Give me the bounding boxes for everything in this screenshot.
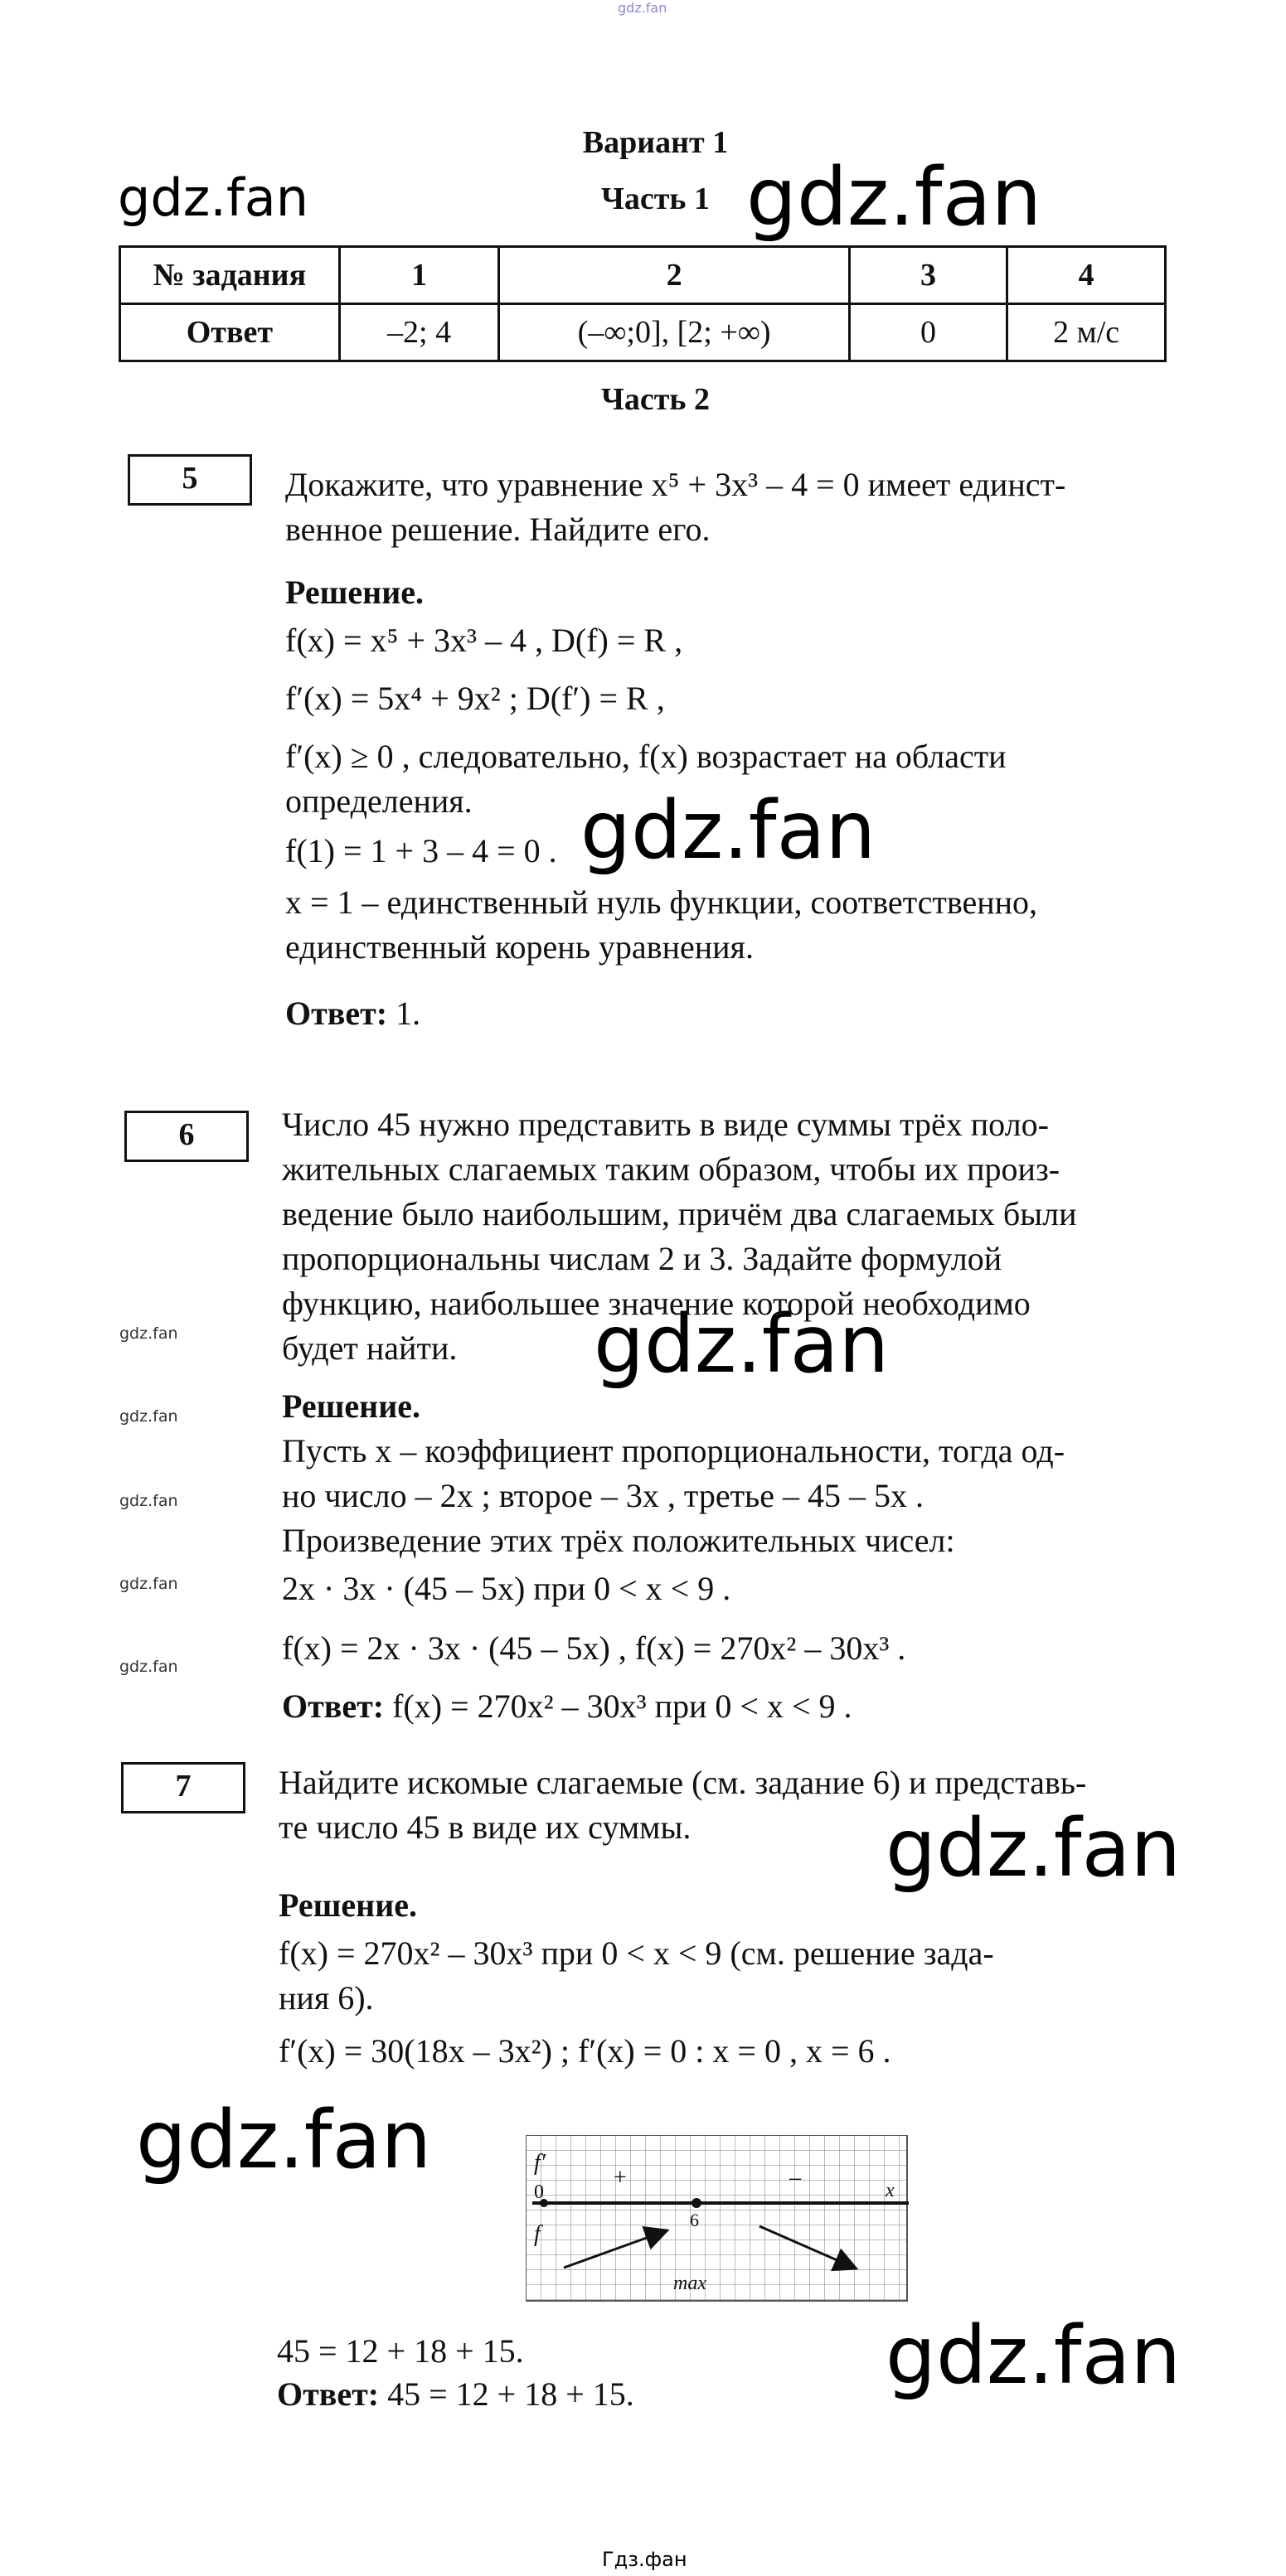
- task7-section: [279, 1760, 1086, 2074]
- answer-value: 45 = 12 + 18 + 15.: [379, 2375, 634, 2413]
- solution-line: x = 1 – единственный нуль функции, соответственно,: [285, 884, 1038, 921]
- x-label: x: [886, 2180, 895, 2201]
- task7-statement-line: Найдите искомые слагаемые (см. задание 6) и представь-: [279, 1764, 1087, 1801]
- solution-line: f′(x) ≥ 0 , следовательно, f(x) возрастает на области: [285, 738, 1007, 775]
- answers-table: [119, 245, 1167, 362]
- answer-label: Ответ:: [285, 995, 388, 1032]
- task5-statement-line: Докажите, что уравнение x⁵ + 3x³ – 4 = 0 имеет единст-: [285, 466, 1066, 503]
- answer-line: [277, 2372, 634, 2417]
- watermark: gdz.fan: [580, 784, 876, 877]
- answer-label: Ответ:: [282, 1687, 385, 1725]
- task-number-box: 6: [124, 1111, 249, 1162]
- watermark: gdz.fan: [118, 167, 309, 228]
- solution-line: ния 6).: [279, 1979, 374, 2017]
- table-cell: 1: [339, 247, 499, 304]
- watermark-small: gdz.fan: [119, 1324, 178, 1343]
- solution-line: определения.: [285, 782, 473, 820]
- plus-sign: +: [614, 2165, 627, 2191]
- table-cell: 4: [1007, 247, 1166, 304]
- table-cell: 2 м/с: [1007, 304, 1166, 361]
- task6-statement-line: пропорциональны числам 2 и 3. Задайте формулой: [282, 1240, 1002, 1277]
- answer-value: 1.: [387, 995, 421, 1032]
- max-label: max: [673, 2273, 706, 2294]
- sign-diagram: [526, 2135, 915, 2304]
- answer-value: f(x) = 270x² – 30x³ при 0 < x < 9 .: [384, 1687, 852, 1725]
- task5-statement-line: венное решение. Найдите его.: [285, 511, 711, 548]
- solution-line: f′(x) = 5x⁴ + 9x² ; D(f′) = R ,: [285, 680, 665, 717]
- solution-label: Решение.: [282, 1387, 421, 1425]
- table-header-row: [120, 247, 1166, 304]
- watermark-small: gdz.fan: [119, 1492, 178, 1510]
- watermark-footer: Гдз.фан: [602, 2548, 687, 2571]
- task7-statement-line: те число 45 в виде их суммы.: [279, 1809, 692, 1846]
- minus-sign: –: [789, 2165, 801, 2191]
- solution-line: 2x · 3x · (45 – 5x) при 0 < x < 9 .: [282, 1570, 731, 1607]
- table-cell: (–∞;0], [2; +∞): [499, 304, 849, 361]
- task6-statement-line: функцию, наибольшее значение которой необходимо: [282, 1285, 1031, 1322]
- part1-title: Часть 1: [600, 182, 710, 216]
- part2-title: Часть 2: [600, 382, 710, 417]
- six-label: 6: [690, 2210, 699, 2230]
- solution-line: Пусть x – коэффициент пропорциональности, тогда од-: [282, 1432, 1065, 1470]
- watermark: gdz.fan: [746, 151, 1042, 244]
- watermark-small: gdz.fan: [119, 1575, 178, 1593]
- watermark: gdz.fan: [594, 1298, 890, 1391]
- task-number-box: 5: [128, 454, 252, 506]
- sum-line: 45 = 12 + 18 + 15.: [277, 2332, 524, 2370]
- zero-label: 0: [534, 2181, 544, 2203]
- task6-statement-line: будет найти.: [282, 1329, 458, 1367]
- solution-line: f(x) = 2x · 3x · (45 – 5x) , f(x) = 270x² – 30x³ .: [282, 1629, 906, 1667]
- answer-line: [282, 1684, 1076, 1729]
- watermark: gdz.fan: [886, 1802, 1182, 1895]
- task6-statement-line: жительных слагаемых таким образом, чтобы их произ-: [282, 1150, 1060, 1188]
- solution-line: единственный корень уравнения.: [285, 928, 754, 966]
- variant-title: Вариант 1: [582, 125, 729, 160]
- f-prime-label: f′: [534, 2150, 546, 2176]
- table-cell: 3: [849, 247, 1007, 304]
- watermark: gdz.fan: [136, 2094, 432, 2186]
- table-row: [120, 304, 1166, 361]
- watermark: gdz.fan: [886, 2309, 1182, 2402]
- task-number-box: 7: [121, 1762, 245, 1813]
- task6-statement-line: Число 45 нужно представить в виде суммы трёх поло-: [282, 1106, 1049, 1143]
- table-cell: 0: [849, 304, 1007, 361]
- solution-line: f(x) = 270x² – 30x³ при 0 < x < 9 (см. решение зада-: [279, 1934, 994, 1972]
- table-cell: 2: [499, 247, 849, 304]
- task6-section: [282, 1102, 1076, 1729]
- diagram-grid: [526, 2135, 907, 2301]
- six-point: [692, 2198, 701, 2208]
- answer-label: Ответ:: [277, 2375, 380, 2413]
- solution-line: но число – 2x ; второе – 3x , третье – 45 – 5x .: [282, 1477, 924, 1514]
- table-cell: Ответ: [120, 304, 340, 361]
- solution-line: Произведение этих трёх положительных чисел:: [282, 1522, 955, 1559]
- f-label: f: [534, 2221, 541, 2247]
- answer-line: [285, 991, 1065, 1036]
- table-cell: –2; 4: [339, 304, 499, 361]
- watermark-small: gdz.fan: [119, 1407, 178, 1426]
- task5-section: [285, 462, 1065, 1036]
- watermark-top: gdz.fan: [618, 0, 667, 16]
- solution-label: Решение.: [285, 574, 425, 611]
- solution-line: f(x) = x⁵ + 3x³ – 4 , D(f) = R ,: [285, 622, 683, 659]
- watermark-small: gdz.fan: [119, 1658, 178, 1676]
- solution-line: f′(x) = 30(18x – 3x²) ; f′(x) = 0 : x = 0 , x = 6 .: [279, 2032, 891, 2070]
- task6-statement-line: ведение было наибольшим, причём два слагаемых были: [282, 1195, 1077, 1232]
- solution-line: f(1) = 1 + 3 – 4 = 0 .: [285, 832, 557, 869]
- table-cell: № задания: [120, 247, 340, 304]
- solution-label: Решение.: [279, 1886, 418, 1924]
